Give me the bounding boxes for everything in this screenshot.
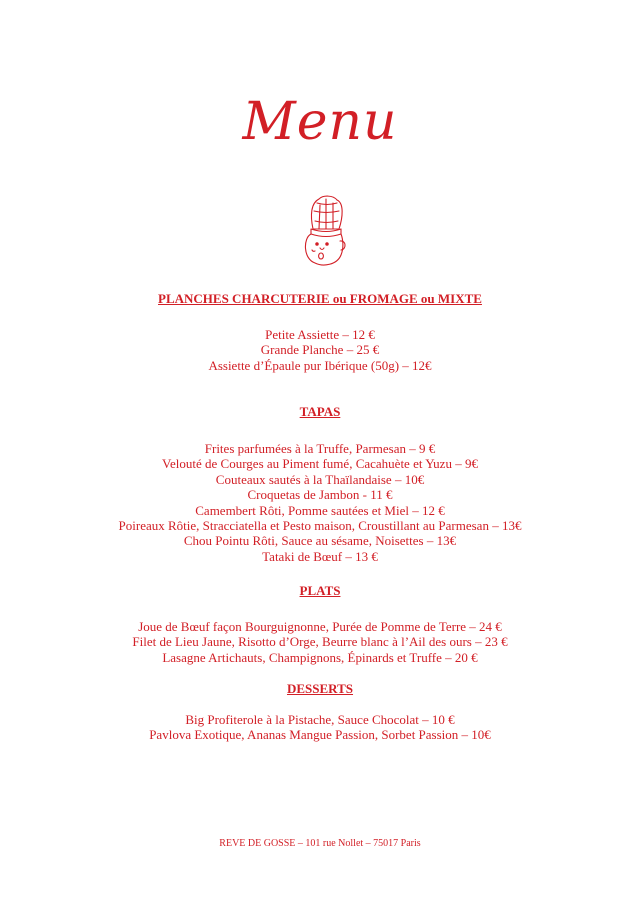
menu-title: Menu xyxy=(242,92,398,152)
menu-item: Couteaux sautés à la Thaïlandaise – 10€ xyxy=(215,471,425,487)
section-items-desserts xyxy=(0,712,640,743)
menu-item: Lasagne Artichauts, Champignons, Épinards et Truffe – 20 € xyxy=(162,649,478,665)
section-heading-tapas: TAPAS xyxy=(299,404,341,419)
menu-item: Pavlova Exotique, Ananas Mangue Passion, Sorbet Passion – 10€ xyxy=(149,727,491,743)
menu-item: Grande Planche – 25 € xyxy=(260,342,380,358)
menu-item: Big Profiterole à la Pistache, Sauce Chocolat – 10 € xyxy=(185,712,455,727)
menu-item: Assiette d’Épaule pur Ibérique (50g) – 12€ xyxy=(208,357,432,373)
footer-address: REVE DE GOSSE – 101 rue Nollet – 75017 Paris xyxy=(219,838,421,849)
menu-item: Petite Assiette – 12 € xyxy=(265,327,375,342)
menu-item: Velouté de Courges au Piment fumé, Cacahuète et Yuzu – 9€ xyxy=(162,456,478,472)
chef-head-icon xyxy=(293,193,353,273)
menu-item: Joue de Bœuf façon Bourguignonne, Purée de Pomme de Terre – 24 € xyxy=(138,619,502,634)
section-heading-planches: PLANCHES CHARCUTERIE ou FROMAGE ou MIXTE xyxy=(158,291,482,306)
menu-item: Chou Pointu Rôti, Sauce au sésame, Noisettes – 13€ xyxy=(183,533,457,549)
menu-item: Camembert Rôti, Pomme sautées et Miel – 12 € xyxy=(195,502,445,518)
menu-item: Croquetas de Jambon - 11 € xyxy=(247,487,393,503)
menu-item: Poireaux Rôtie, Stracciatella et Pesto maison, Croustillant au Parmesan – 13€ xyxy=(118,518,522,534)
section-items-tapas xyxy=(0,441,640,564)
menu-item: Tataki de Bœuf – 13 € xyxy=(262,548,378,564)
section-items-plats xyxy=(0,619,640,665)
section-items-planches xyxy=(0,327,640,373)
section-heading-plats: PLATS xyxy=(299,583,341,598)
menu-item: Filet de Lieu Jaune, Risotto d’Orge, Beurre blanc à l’Ail des ours – 23 € xyxy=(132,634,508,650)
section-heading-desserts: DESSERTS xyxy=(286,681,354,696)
menu-item: Frites parfumées à la Truffe, Parmesan – 9 € xyxy=(204,441,436,456)
